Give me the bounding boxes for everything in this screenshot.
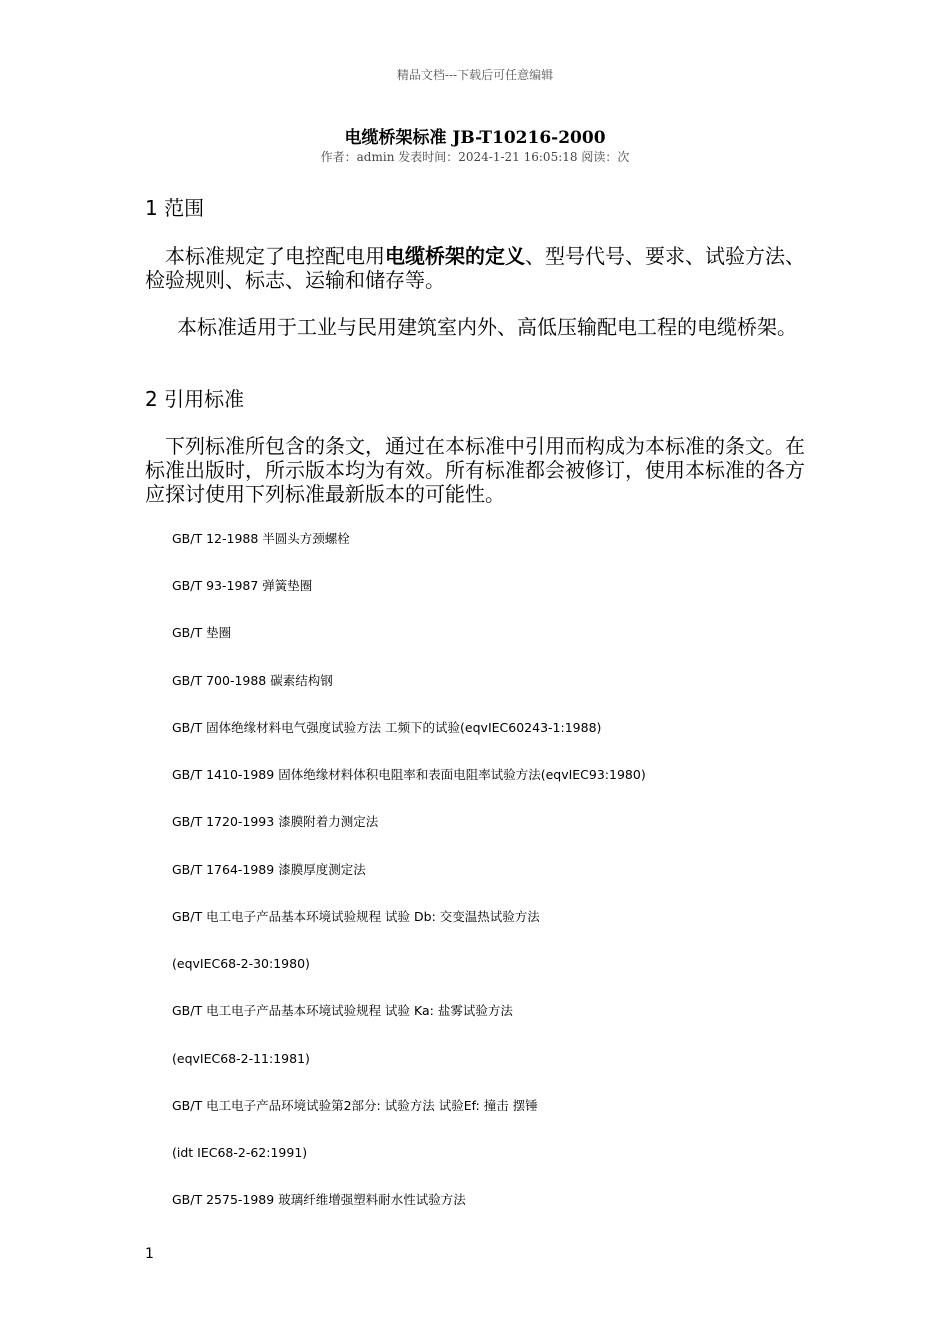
reference-item: GB/T 1410-1989 固体绝缘材料体积电阻率和表面电阻率试验方法(eqvIEC93:1980) [172, 767, 646, 782]
scope-paragraph-2: 本标准适用于工业与民用建筑室内外、高低压输配电工程的电缆桥架。 [177, 315, 797, 339]
reference-item: GB/T 垫圈 [172, 625, 232, 640]
reference-item: GB/T 电工电子产品基本环境试验规程 试验 Db: 交变温热试验方法 [172, 909, 540, 924]
reference-item: GB/T 700-1988 碳素结构钢 [172, 673, 333, 688]
page-number: 1 [145, 1246, 154, 1262]
section-heading-references: 2 引用标准 [145, 387, 245, 411]
reference-item: GB/T 1720-1993 漆膜附着力测定法 [172, 814, 379, 829]
document-title: 电缆桥架标准 JB-T10216-2000 [344, 128, 606, 148]
reference-item: GB/T 电工电子产品基本环境试验规程 试验 Ka: 盐雾试验方法 [172, 1003, 513, 1018]
reference-item: (idt IEC68-2-62:1991) [172, 1145, 308, 1160]
reference-item: (eqvIEC68-2-30:1980) [172, 956, 310, 971]
reference-item: GB/T 1764-1989 漆膜厚度测定法 [172, 862, 366, 877]
scope-text-after: 、型号代号、要求、试验方法、检验规则、标志、运输和储存等。 [145, 244, 805, 292]
scope-paragraph-1 [145, 244, 805, 292]
references-intro-paragraph: 下列标准所包含的条文，通过在本标准中引用而构成为本标准的条文。在标准出版时，所示版本均为有效。所有标准都会被修订，使用本标准的各方应探讨使用下列标准最新版本的可能性。 [145, 434, 805, 506]
reference-item: GB/T 2575-1989 玻璃纤维增强塑料耐水性试验方法 [172, 1192, 466, 1207]
header-note: 精品文档---下载后可任意编辑 [396, 68, 554, 82]
reference-item: GB/T 12-1988 半圆头方颈螺栓 [172, 531, 350, 546]
section-heading-scope: 1 范围 [145, 196, 205, 220]
reference-item: (eqvIEC68-2-11:1981) [172, 1051, 310, 1066]
document-meta: 作者：admin 发表时间：2024-1-21 16:05:18 阅读：次 [320, 150, 630, 164]
scope-text-bold: 电缆桥架的定义 [385, 244, 525, 268]
reference-item: GB/T 电工电子产品环境试验第2部分: 试验方法 试验Ef: 撞击 摆锤 [172, 1098, 538, 1113]
reference-item: GB/T 固体绝缘材料电气强度试验方法 工频下的试验(eqvIEC60243-1:1988) [172, 720, 602, 735]
reference-item: GB/T 93-1987 弹簧垫圈 [172, 578, 313, 593]
scope-text-before: 本标准规定了电控配电用 [165, 244, 385, 268]
